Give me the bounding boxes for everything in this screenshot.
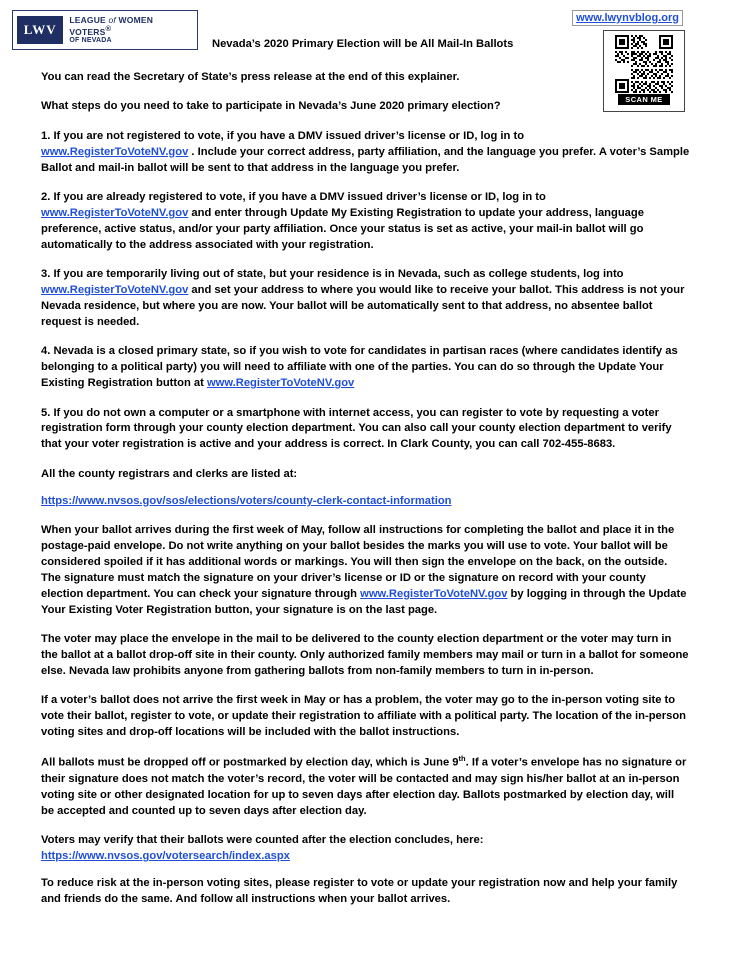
- lwv-logo-line2: OF NEVADA: [69, 36, 112, 44]
- paragraph-postmark-deadline: All ballots must be dropped off or postmarked by election day, which is June 9th. If a voter’s envelope has no signature or their signature does not match the voter’s record, the voter will be contacted and may sign his/her ballot at an in-person voting site or other designated location for up to seven days after election day. Ballots postmarked by election day, will be accepted and counted up to seven days after election day.: [41, 754, 687, 817]
- list-item-4: 4. Nevada is a closed primary state, so if you wish to vote for candidates in partisan races (where candidates identify as belonging to a political party) you will need to affiliate with one of the parties. You can do so through the Update Your Existing Registration button at www.RegisterToVoteNV.gov: [41, 345, 678, 390]
- list-item-2: 2. If you are already registered to vote, if you have a DMV issued driver’s license or ID, log in to www.RegisterToVoteNV.gov and enter through Update My Existing Registration to update your address, language preference, active status, and/or your party affiliation. Once your status is set as active, your mail-in ballot will go automatically to the address associated with your registration.: [41, 191, 644, 251]
- voter-search-link[interactable]: https://www.nvsos.gov/votersearch/index.aspx: [41, 850, 290, 863]
- lwv-logo-mark: LWV: [17, 16, 63, 44]
- county-clerk-contact-link[interactable]: https://www.nvsos.gov/sos/elections/voters/county-clerk-contact-information: [41, 494, 452, 507]
- register-link-4[interactable]: www.RegisterToVoteNV.gov: [206, 377, 355, 390]
- paragraph-ballot-arrives: When your ballot arrives during the first week of May, follow all instructions for completing the ballot and place it in the postage-paid envelope. Do not write anything on your ballot besides the marks you will use to vote. Your ballot will be considered spoiled if it has additional words or markings. You will then sign the envelope on the back, on the outside. The signature must match the signature on your driver’s license or ID or the signature on record with your county election department. You can check your signature through www.RegisterToVoteNV.gov by logging in through the Update Your Existing Voter Registration button, your signature is on the last page.: [41, 524, 687, 616]
- paragraph-steps-question: What steps do you need to take to participate in Nevada’s June 2020 primary election?: [41, 100, 501, 113]
- list-item-5: 5. If you do not own a computer or a smartphone with internet access, you can register to vote by requesting a voter registration form through your county election department. You can also call your county election department to verify that your voter registration is active and your address is correct. In Clark County, you can call 702-455-8683.: [41, 406, 672, 451]
- county-clerk-contact-link-row: [41, 494, 690, 510]
- document-body: [41, 70, 690, 921]
- lwv-logo-text: [69, 16, 193, 44]
- paragraph-ballot-not-arrived: If a voter’s ballot does not arrive the first week in May or has a problem, the voter may go to the in-person voting site to vote their ballot, register to vote, or update their registration to affiliate with a political party. The location of the in-person voting sites and drop-off locations will be included with the ballot instructions.: [41, 694, 687, 738]
- list-item-3: 3. If you are temporarily living out of state, but your residence is in Nevada, such as college students, log into www.RegisterToVoteNV.gov and set your address to where you would like to receive your ballot. This address is not your Nevada residence, but where you are now. Your ballot will be automatically sent to that address, no absentee ballot request is needed.: [41, 268, 685, 328]
- lwv-logo-line1: LEAGUE of WOMEN VOTERS®: [69, 14, 154, 37]
- paragraph-verify-ballots: Voters may verify that their ballots were counted after the election concludes, here: https://www.nvsos.gov/votersearch/index.aspx: [41, 834, 484, 863]
- lwv-nevada-logo: [12, 10, 198, 50]
- paragraph-reduce-risk: To reduce risk at the in-person voting sites, please register to vote or update your registration now and help your family and friends do the same. And follow all instructions when your ballot arrives.: [41, 877, 678, 905]
- qr-scan-label: SCAN ME: [618, 94, 669, 105]
- paragraph-mail-dropoff: The voter may place the envelope in the mail to be delivered to the county election department or the voter may turn in the ballot at a ballot drop-off site in their county. Only authorized family members may mail or turn in a ballot for someone else. Nevada law prohibits anyone from gathering ballots from non-family members to turn in in-person.: [41, 632, 689, 677]
- list-item-1: 1. If you are not registered to vote, if you have a DMV issued driver’s license or ID, log in to www.RegisterToVoteNV.gov . Include your correct address, party affiliation, and the language you prefer. A voter’s Sample Ballot and mail-in ballot will be sent to that address in the language you prefer.: [41, 129, 690, 174]
- blog-link[interactable]: www.lwynvblog.org: [572, 10, 683, 26]
- register-link-5[interactable]: www.RegisterToVoteNV.gov: [360, 587, 508, 600]
- paragraph-registrars-label: All the county registrars and clerks are listed at:: [41, 467, 298, 480]
- register-link-2[interactable]: www.RegisterToVoteNV.gov: [41, 206, 189, 219]
- register-link-1[interactable]: www.RegisterToVoteNV.gov: [41, 145, 189, 158]
- page-title: Nevada’s 2020 Primary Election will be All Mail-In Ballots: [212, 38, 514, 50]
- register-link-3[interactable]: www.RegisterToVoteNV.gov: [41, 284, 189, 297]
- document-header: [0, 0, 741, 104]
- paragraph-press-release: You can read the Secretary of State’s press release at the end of this explainer.: [41, 71, 460, 83]
